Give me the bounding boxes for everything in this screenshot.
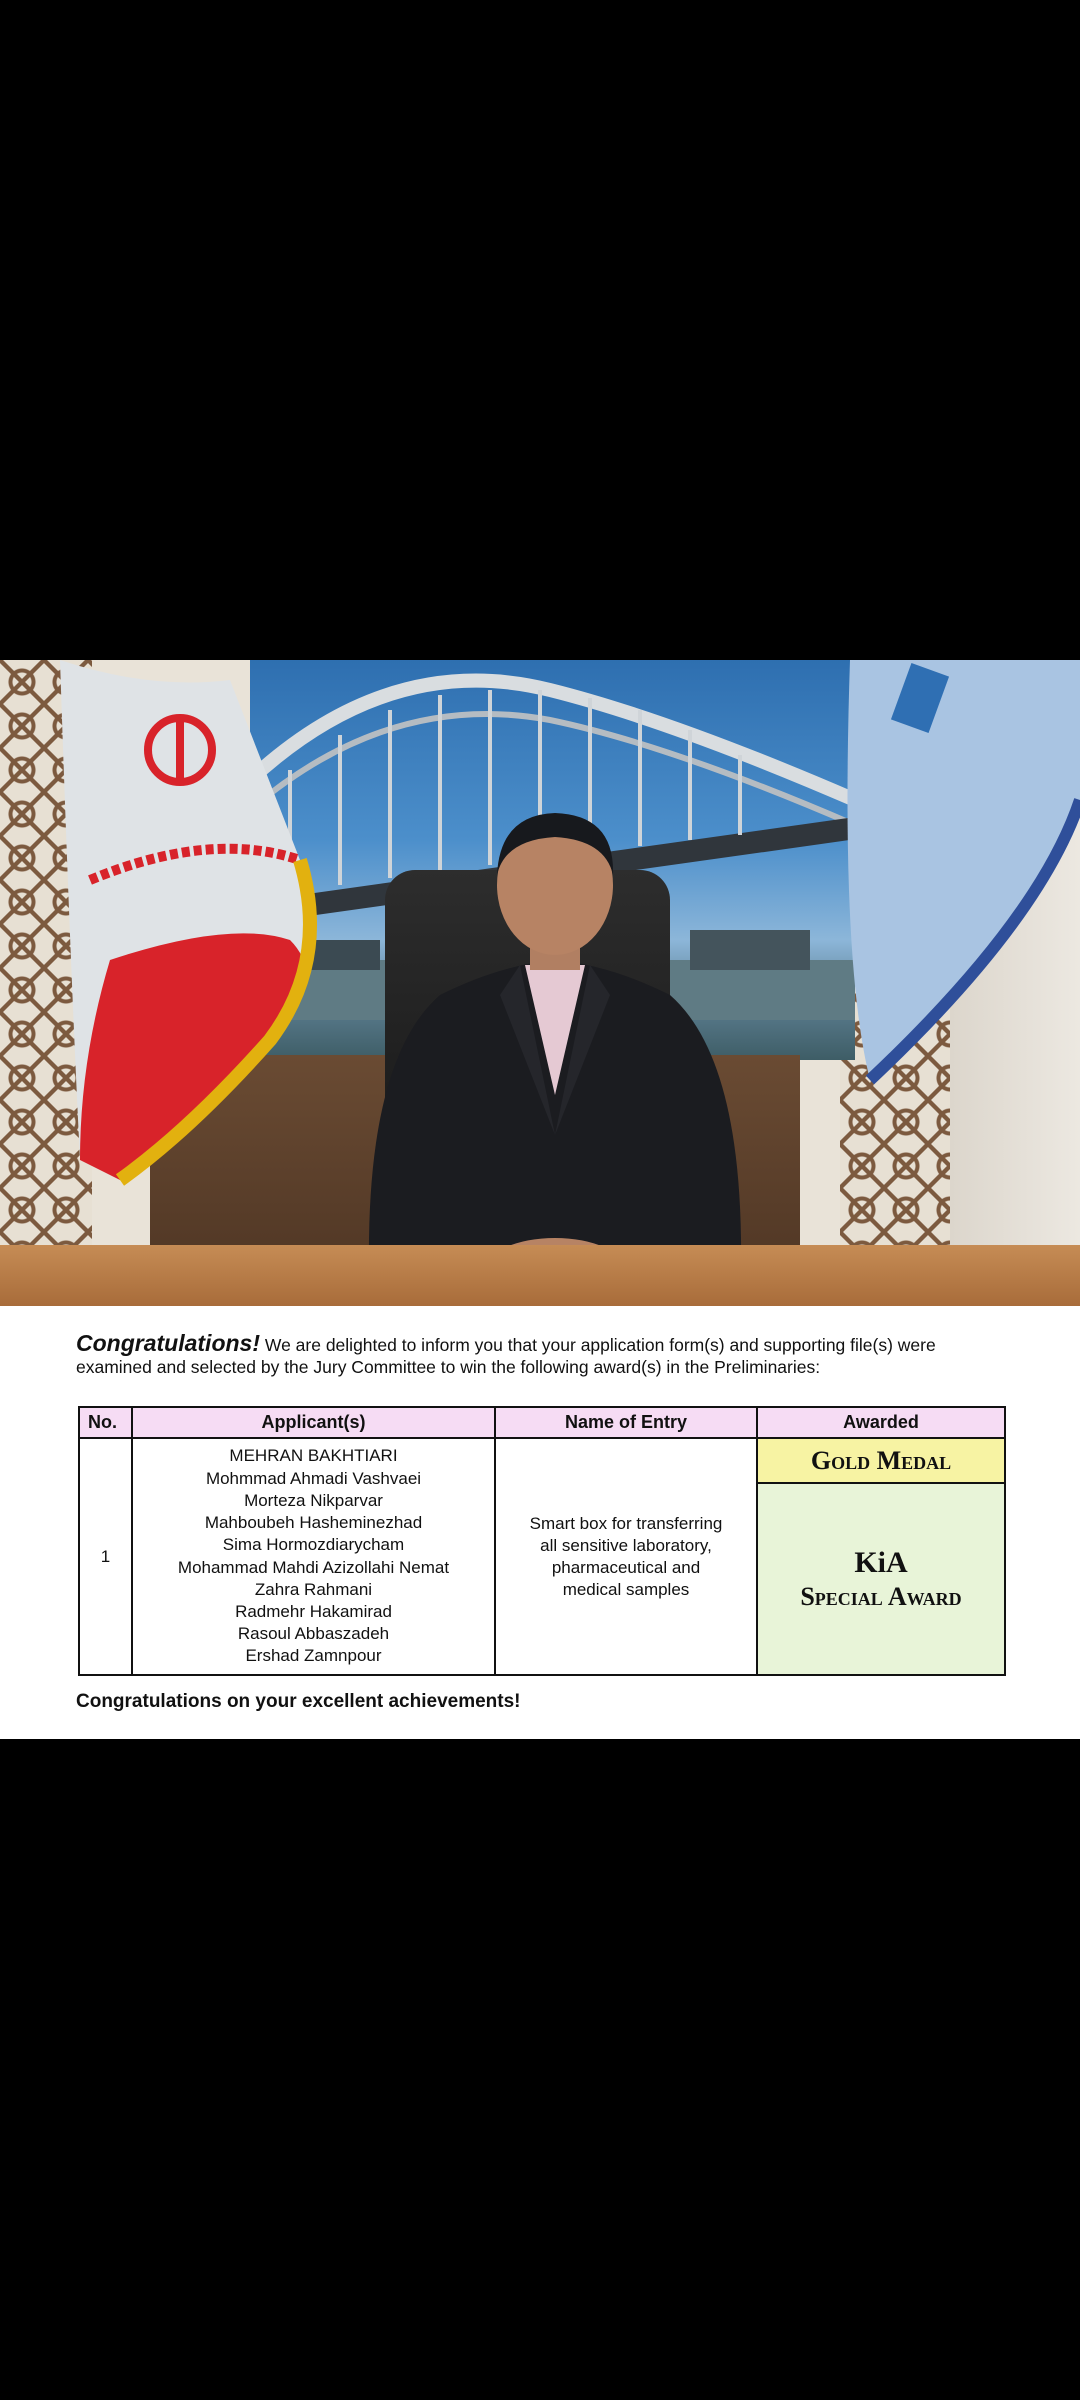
intro-paragraph <box>76 1332 1016 1378</box>
entry-line: medical samples <box>562 1579 690 1599</box>
photo <box>0 660 1080 1306</box>
entry-line: all sensitive laboratory, <box>540 1535 712 1555</box>
applicant-name: Sima Hormozdiarycham <box>222 1535 405 1555</box>
desk <box>0 1245 1080 1306</box>
header-awarded: Awarded <box>758 1408 1004 1439</box>
award-certificate <box>0 1306 1080 1739</box>
flag-organization <box>840 660 1080 1130</box>
applicant-name: Radmehr Hakamirad <box>235 1601 392 1621</box>
applicant-name: MEHRAN BAKHTIARI <box>229 1446 398 1466</box>
applicant-name: Ershad Zamnpour <box>245 1646 382 1666</box>
special-award-label: Special Award <box>800 1582 962 1611</box>
applicant-name: Morteza Nikparvar <box>244 1490 383 1510</box>
gold-medal-award: Gold Medal <box>758 1439 1004 1484</box>
award-table <box>78 1406 1006 1676</box>
flag-iran <box>30 660 320 1200</box>
intro-text: We are delighted to inform you that your application form(s) and supporting file(s) were examined and selected by the Jury Committee to win the following award(s) in the Preliminaries: <box>76 1335 936 1377</box>
applicant-name: Zahra Rahmani <box>254 1579 373 1599</box>
special-award-cell <box>758 1484 1004 1674</box>
entry-name-cell <box>496 1439 758 1674</box>
header-name-of-entry: Name of Entry <box>496 1408 758 1439</box>
kia-label: KiA <box>854 1546 908 1579</box>
applicant-name: Rasoul Abbaszadeh <box>237 1624 390 1644</box>
applicant-name: Mahboubeh Hasheminezhad <box>204 1513 423 1533</box>
header-no: No. <box>80 1408 133 1439</box>
applicants-cell <box>133 1439 496 1674</box>
entry-line: Smart box for transferring <box>529 1513 723 1533</box>
applicant-name: Mohmmad Ahmadi Vashvaei <box>205 1468 422 1488</box>
congratulations-heading: Congratulations! <box>76 1330 260 1356</box>
applicant-name: Mohammad Mahdi Azizollahi Nemat <box>177 1557 450 1577</box>
entry-line: pharmaceutical and <box>551 1557 701 1577</box>
person <box>360 805 750 1305</box>
row-number: 1 <box>80 1439 133 1674</box>
closing-message: Congratulations on your excellent achievements! <box>76 1691 521 1712</box>
header-applicants: Applicant(s) <box>133 1408 496 1439</box>
